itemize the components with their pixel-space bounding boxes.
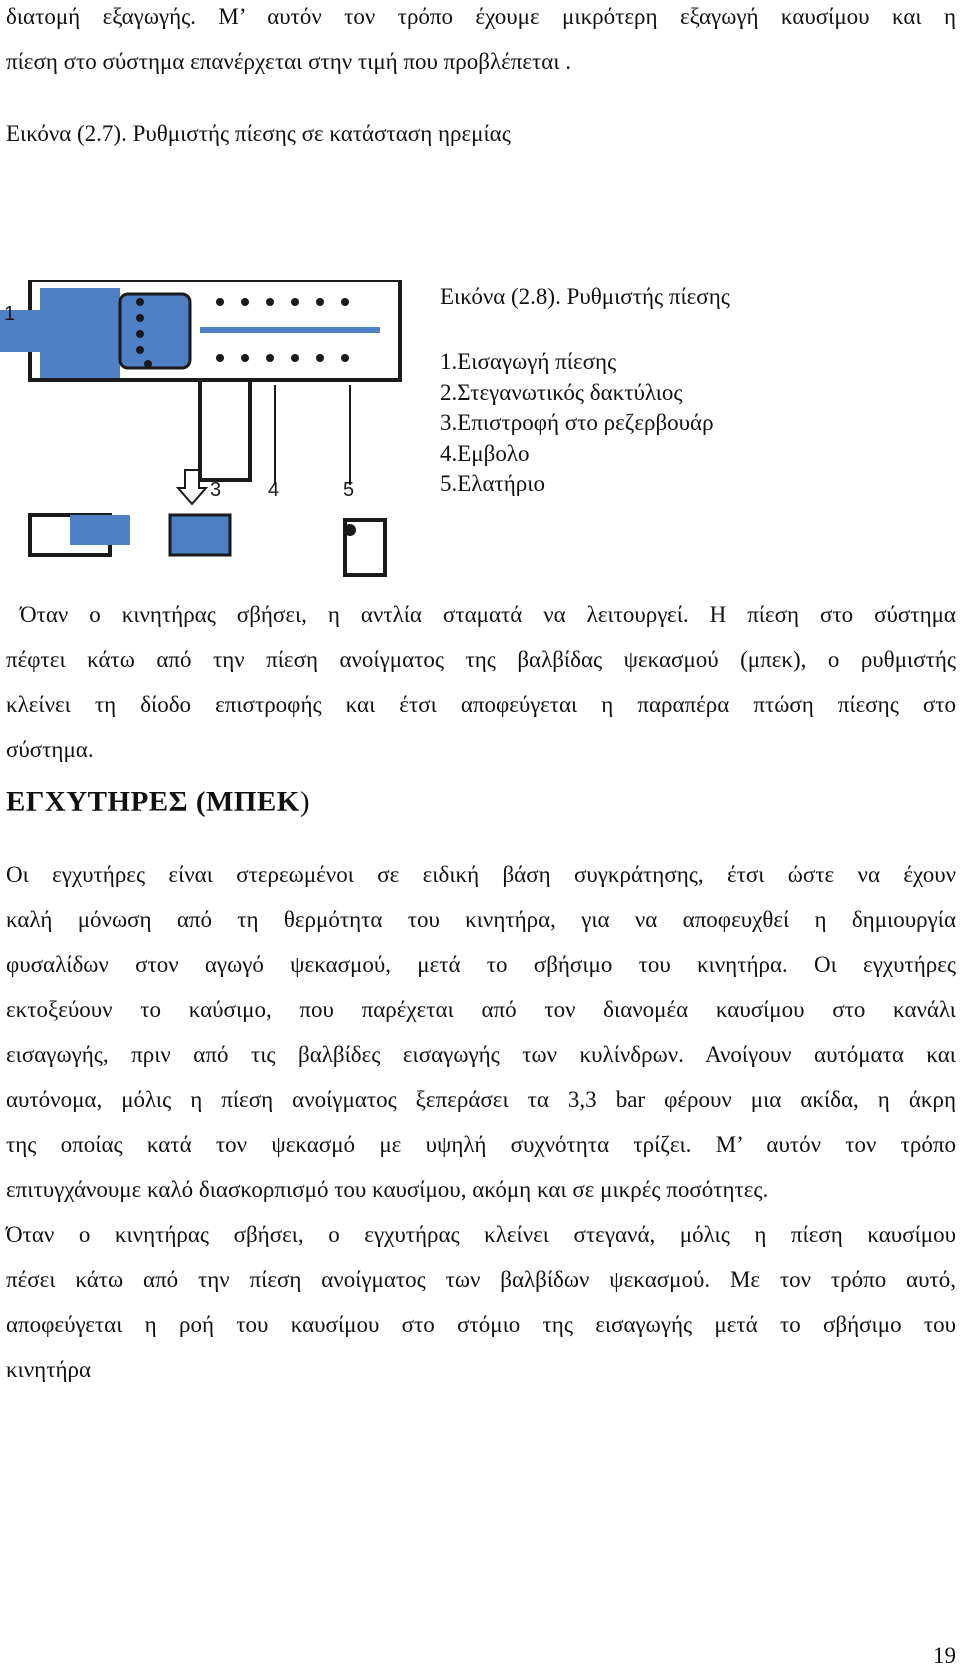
text-line: κινητήρα (6, 1357, 92, 1382)
text-line: αυτόνομα, μόλις η πίεση ανοίγματος ξεπεράσει τα 3,3 bar φέρουν μια ακίδα, η άκρη (6, 1087, 956, 1112)
pressure-regulator-drawing (0, 280, 410, 590)
diagram-label: 1 (4, 303, 16, 325)
diagram-label: 5 (343, 479, 355, 501)
lower-fluid (70, 515, 130, 545)
text-line: Όταν ο κινητήρας σβήσει, η αντλία σταματά να λειτουργεί. Η πίεση στο σύστημα (20, 602, 956, 627)
legend-item: 3.Επιστροφή στο ρεζερβουάρ (440, 410, 714, 435)
text-line: εισαγωγής, πριν από τις βαλβίδες εισαγωγής των κυλίνδρων. Ανοίγουν αυτόματα και (6, 1042, 956, 1067)
heading-suffix: ) (299, 786, 311, 818)
text-line: διατομή εξαγωγής. Μ’ αυτόν τον τρόπο έχουμε μικρότερη εξαγωγή καυσίμου και η (6, 4, 956, 29)
text-line: πίεση στο σύστημα επανέρχεται στην τιμή που προβλέπεται . (6, 49, 572, 74)
legend-item: 4.Εμβολο (440, 440, 530, 466)
heading-text: ΕΓΧΥΤΗΡΕΣ (ΜΠΕΚ (6, 786, 300, 818)
text-line: σύστημα. (6, 737, 94, 762)
text-line: επιτυγχάνουμε καλό διασκορπισμό του καυσίμου, ακόμη και σε μικρές ποσότητες. (6, 1177, 769, 1202)
figure-caption-2-8: Εικόνα (2.8). Ρυθμιστής πίεσης (440, 284, 730, 309)
figure-caption-2-7: Εικόνα (2.7). Ρυθμιστής πίεσης σε κατάσταση ηρεμίας (6, 121, 511, 146)
text-line: πέσει κάτω από την πίεση ανοίγματος των βαλβίδων ψεκασμού. Με τον τρόπο αυτό, (6, 1267, 956, 1292)
piston (120, 294, 190, 368)
text-line: της οποίας κατά τον ψεκασμό με υψηλή συχνότητα τρίζει. Μ’ αυτόν τον τρόπο (6, 1132, 956, 1157)
text-line: πέφτει κάτω από την πίεση ανοίγματος της βαλβίδας ψεκασμού (μπεκ), ο ρυθμιστής (6, 647, 956, 672)
text-line: Οι εγχυτήρες είναι στερεωμένοι σε ειδική βάση συγκράτησης, έτσι ώστε να έχουν (6, 862, 956, 887)
text-line: καλή μόνωση από τη θερμότητα του κινητήρα, για να αποφευχθεί η δημιουργία (6, 907, 956, 932)
text-line: αποφεύγεται η ροή του καυσίμου στο στόμιο της εισαγωγής μετά το σβήσιμο του (6, 1312, 956, 1337)
pressure-regulator-diagram (0, 280, 410, 590)
legend-item: 5.Ελατήριο (440, 471, 545, 496)
section-heading (6, 786, 310, 819)
legend-item: 1.Εισαγωγή πίεσης (440, 349, 617, 374)
legend-item: 2.Στεγανωτικός δακτύλιος (440, 379, 683, 405)
lower-valve (170, 515, 230, 555)
text-line: φυσαλίδων στον αγωγό ψεκασμού, μετά το σβήσιμο του κινητήρα. Οι εγχυτήρες (6, 952, 956, 977)
text-line: εκτοξεύουν το καύσιμο, που παρέχεται από τον διανομέα καυσίμου στο κανάλι (6, 997, 956, 1022)
figure-legend (440, 347, 714, 500)
diagram-label: 3 (210, 479, 222, 501)
page-number: 19 (933, 1643, 956, 1668)
return-outlet (200, 380, 250, 480)
text-line: κλείνει τη δίοδο επιστροφής και έτσι αποφεύγεται η παραπέρα πτώση πίεσης στο (6, 692, 956, 717)
inlet-chamber (40, 288, 120, 378)
text-line: Όταν ο κινητήρας σβήσει, ο εγχυτήρας κλείνει στεγανά, μόλις η πίεση καυσίμου (6, 1222, 956, 1247)
diagram-label: 4 (268, 479, 280, 501)
